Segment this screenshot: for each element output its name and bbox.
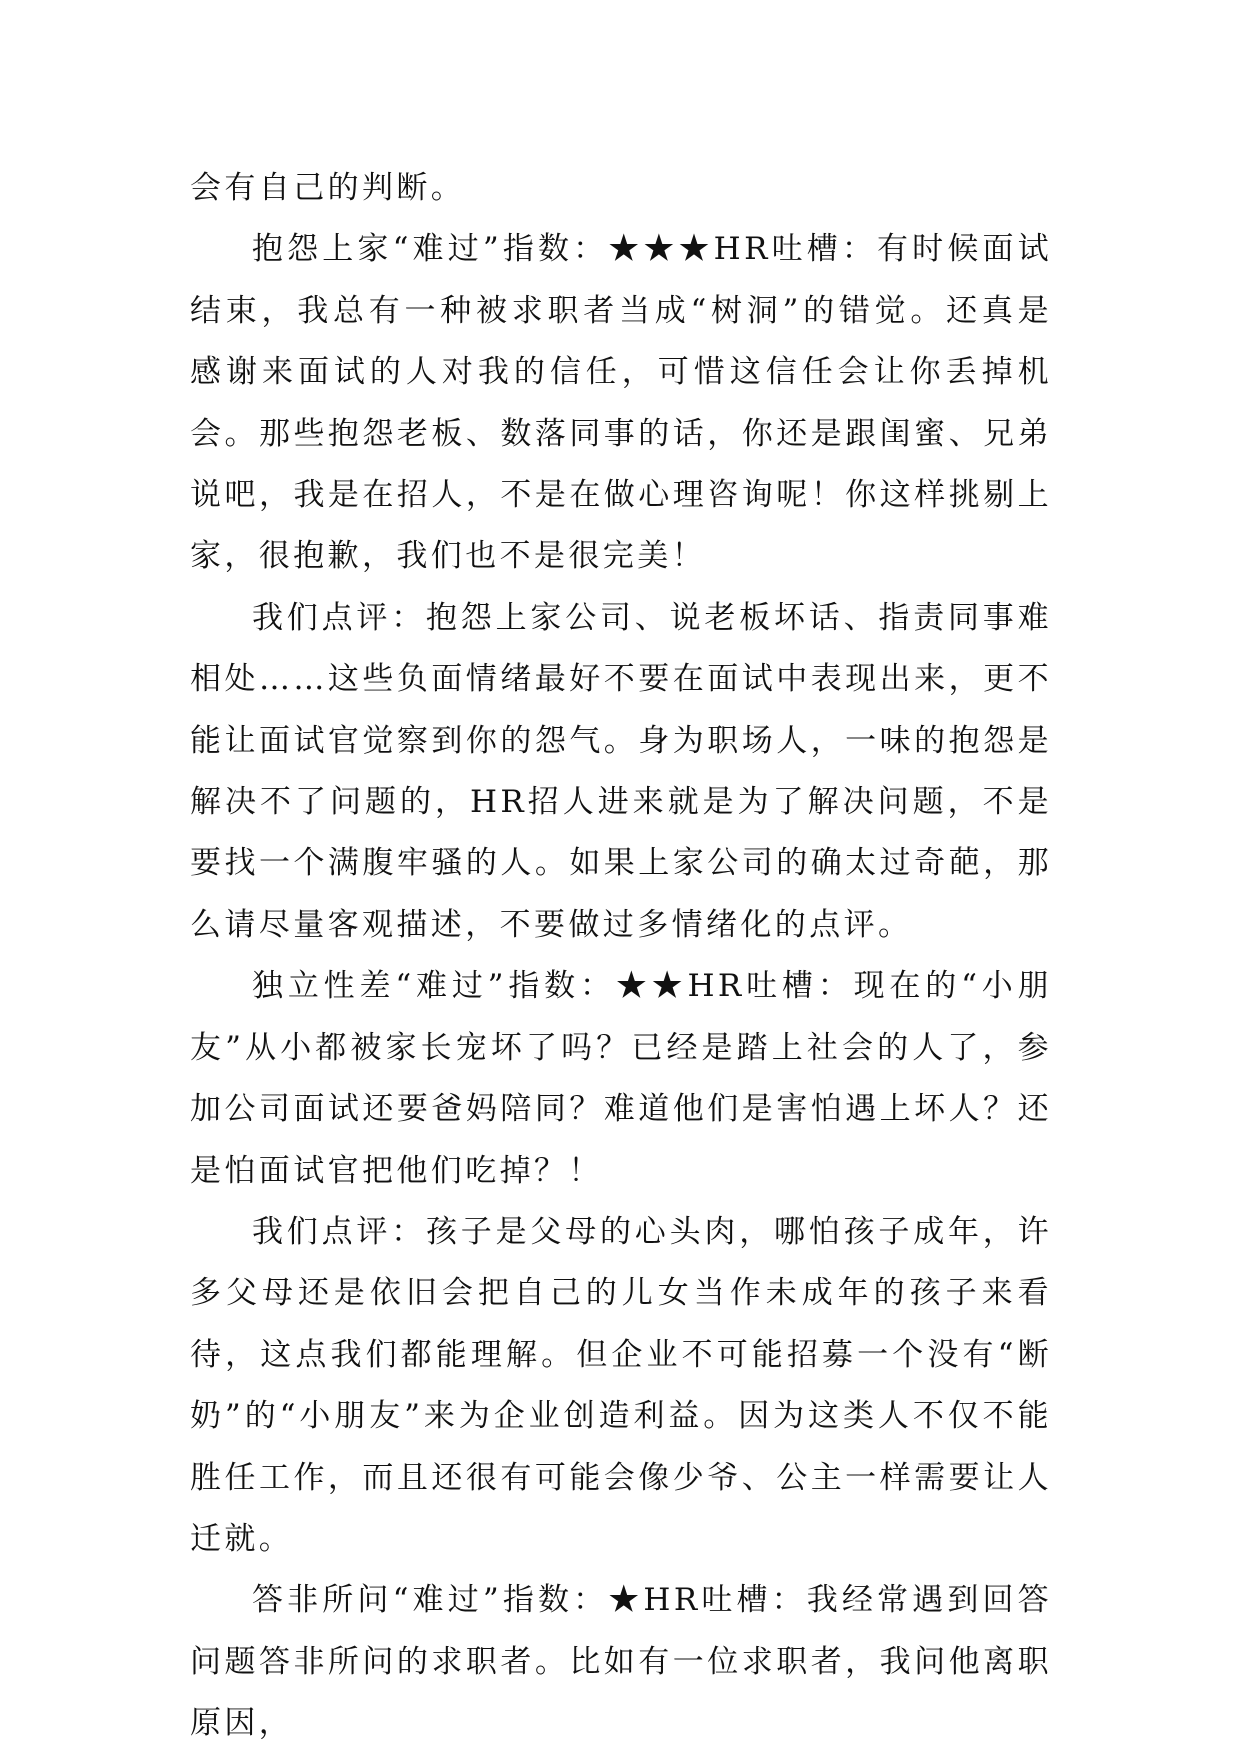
paragraph-poor-independence: 独立性差“难过”指数：★★HR吐槽：现在的“小朋友”从小都被家长宠坏了吗？已经是踏上社会的人了，参加公司面试还要爸妈陪同？难道他们是害怕遇上坏人？还是怕面试官把他们吃掉？！ <box>190 968 1052 1189</box>
paragraph-irrelevant-answers: 答非所问“难过”指数：★HR吐槽：我经常遇到回答问题答非所问的求职者。比如有一位求职者，我问他离职原因， <box>190 1582 1052 1742</box>
paragraph-comment-independence: 我们点评：孩子是父母的心头肉，哪怕孩子成年，许多父母还是依旧会把自己的儿女当作未成年的孩子来看待，这点我们都能理解。但企业不可能招募一个没有“断奶”的“小朋友”来为企业创造利益。因为这类人不仅不能胜任工作，而且还很有可能会像少爷、公主一样需要让人迁就。 <box>190 1213 1052 1557</box>
document-body <box>190 158 1052 1755</box>
paragraph-complain-previous-employer: 抱怨上家“难过”指数：★★★HR吐槽：有时候面试结束，我总有一种被求职者当成“树洞”的错觉。还真是感谢来面试的人对我的信任，可惜这信任会让你丢掉机会。那些抱怨老板、数落同事的话，你还是跟闺蜜、兄弟说吧，我是在招人，不是在做心理咨询呢！你这样挑剔上家，很抱歉，我们也不是很完美！ <box>190 231 1052 575</box>
paragraph-comment-complaining: 我们点评：抱怨上家公司、说老板坏话、指责同事难相处……这些负面情绪最好不要在面试中表现出来，更不能让面试官觉察到你的怨气。身为职场人，一味的抱怨是解决不了问题的，HR招人进来就是为了解决问题，不是要找一个满腹牢骚的人。如果上家公司的确太过奇葩，那么请尽量客观描述，不要做过多情绪化的点评。 <box>190 599 1052 943</box>
paragraph-continuation: 会有自己的判断。 <box>190 170 466 206</box>
